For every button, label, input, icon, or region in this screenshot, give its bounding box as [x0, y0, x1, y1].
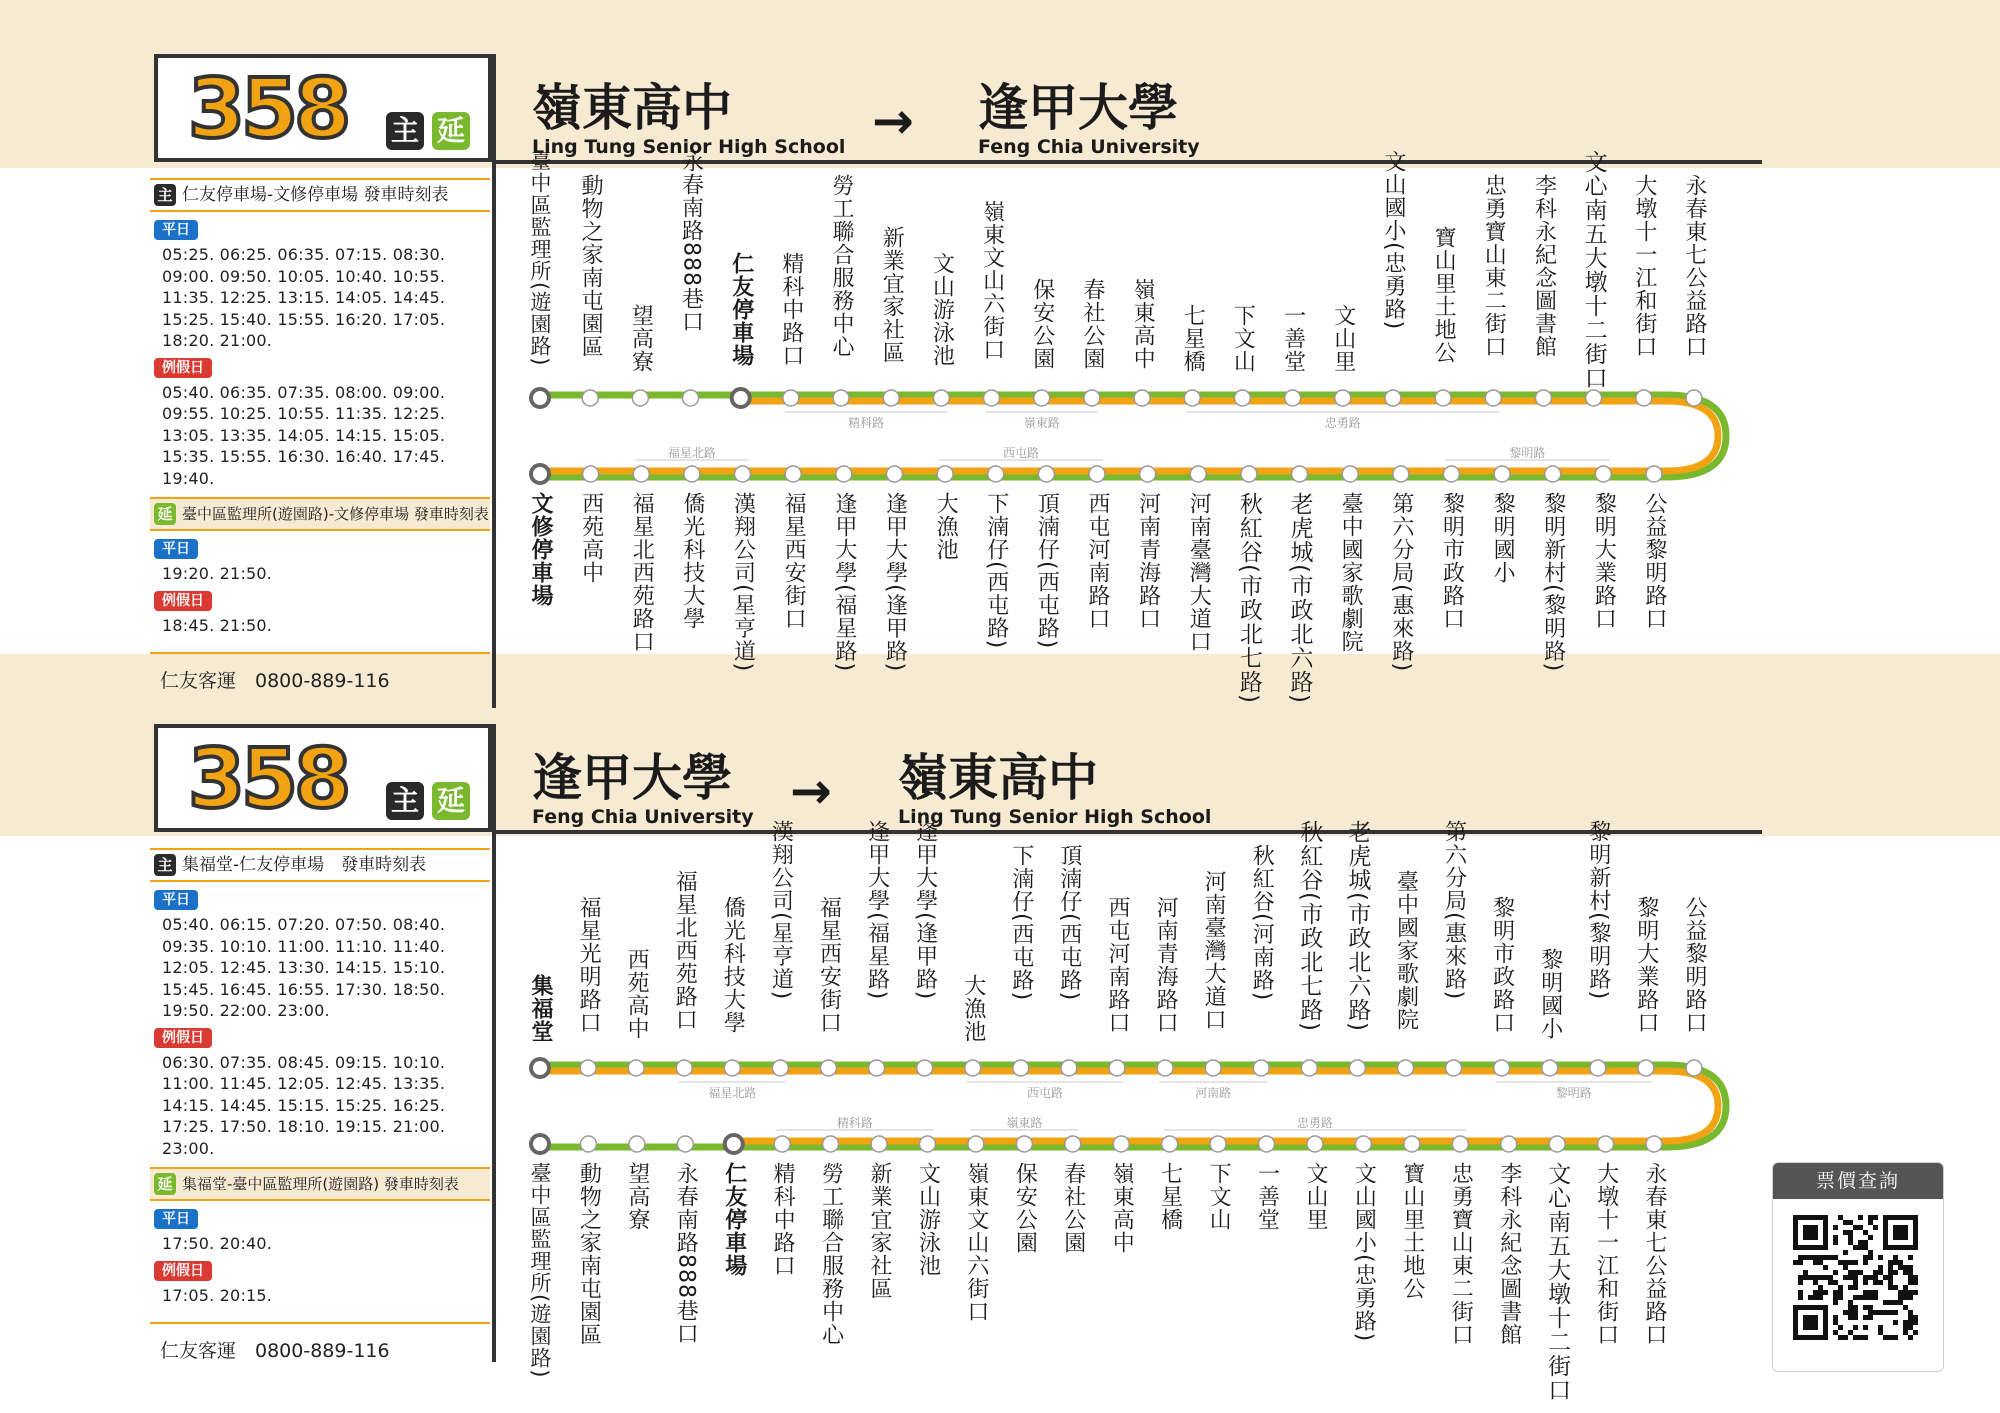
timetable: [150, 848, 490, 1368]
terminal-stop-marker: [531, 1135, 549, 1153]
stop-marker: [1443, 466, 1459, 482]
stop-name: 頂湳仔(西屯路): [1056, 844, 1082, 1002]
stop-name: 臺中區監理所(遊園路): [528, 1162, 552, 1379]
stop-name: 臺中國家歌劇院: [1338, 492, 1364, 653]
road-label: 福星北路: [708, 1086, 757, 1100]
stop-marker: [1542, 1060, 1558, 1076]
road-label: 西屯路: [1003, 446, 1040, 460]
stop-name: 漢翔公司(星亨道): [730, 492, 756, 673]
stop-name: 大漁池: [933, 492, 959, 561]
stop-marker: [919, 1136, 935, 1152]
stop-marker: [632, 390, 648, 406]
stop-name: 西屯河南路口: [1085, 492, 1110, 630]
weekday-times-line: 12:05. 12:45. 13:30. 14:15. 15:10.: [162, 958, 446, 977]
main-route-tag: 主: [386, 112, 424, 150]
timetable-header-ext: [150, 497, 490, 531]
terminal-stop-marker: [732, 389, 750, 407]
stop-name: 永春南路888巷口: [673, 1162, 699, 1345]
extension-route-line: [540, 1065, 1726, 1147]
stop-name: 逢甲大學(福星路): [831, 492, 857, 673]
stop-name: 逢甲大學(逢甲路): [912, 820, 938, 1001]
stop-name: 下湳仔(西屯路): [983, 492, 1009, 650]
stop-marker: [1385, 390, 1401, 406]
company-divider: [150, 652, 490, 654]
destination-name-zh: 嶺東高中: [898, 749, 1098, 807]
stop-marker: [1157, 1060, 1173, 1076]
route-panel-0: [0, 0, 2000, 704]
stop-marker: [1034, 390, 1050, 406]
panel-divider-vertical: [492, 724, 496, 1362]
qr-code-icon[interactable]: [1773, 1199, 1943, 1371]
stop-name: 福星西安街口: [816, 896, 842, 1034]
stop-marker: [823, 1136, 839, 1152]
stop-marker: [580, 1060, 596, 1076]
main-route-line: [540, 1071, 1718, 1141]
stop-name: 仁友停車場: [728, 252, 754, 367]
main-route-mark: 主: [154, 854, 176, 876]
stop-name: 永春南路888巷口: [678, 150, 704, 333]
stop-name: 寶山里土地公: [1399, 1162, 1425, 1300]
stop-marker: [1301, 1060, 1317, 1076]
stop-marker: [1435, 390, 1451, 406]
stop-marker: [1013, 1060, 1029, 1076]
stop-marker: [833, 390, 849, 406]
stop-name: 文山國小(忠勇路): [1351, 1162, 1377, 1343]
stop-name: 文山游泳池: [929, 252, 955, 367]
stop-marker: [1598, 1136, 1614, 1152]
stop-name: 春社公園: [1079, 278, 1105, 370]
main-route-tag: 主: [386, 782, 424, 820]
extension-route-mark: 延: [154, 503, 176, 525]
holiday-label: 例假日: [154, 1261, 212, 1281]
origin-title: [532, 80, 845, 158]
stop-name: 福星北西苑路口: [629, 492, 655, 653]
stop-name: 春社公園: [1060, 1162, 1086, 1254]
road-label: 嶺東路: [1023, 416, 1060, 430]
stop-name: 大漁池: [960, 974, 986, 1043]
stop-name: 黎明市政路口: [1439, 492, 1465, 630]
stop-marker: [1109, 1060, 1125, 1076]
origin-title: [532, 750, 754, 828]
stop-marker: [1061, 1060, 1077, 1076]
stop-name: 下文山: [1230, 304, 1256, 373]
weekday-times-line: 05:25. 06:25. 06:35. 07:15. 08:30.: [162, 245, 446, 264]
stop-marker: [1646, 466, 1662, 482]
road-label: 西屯路: [1026, 1086, 1063, 1100]
stop-marker: [1485, 390, 1501, 406]
weekday-times-line: 11:35. 12:25. 13:15. 14:05. 14:45.: [162, 288, 446, 307]
stop-marker: [1545, 466, 1561, 482]
weekday-times-line: 09:00. 09:50. 10:05. 10:40. 10:55.: [162, 266, 446, 286]
stop-name: 下文山: [1206, 1162, 1232, 1231]
stop-marker: [783, 390, 799, 406]
stop-marker: [1307, 1136, 1323, 1152]
holiday-times-line: 23:00.: [162, 1138, 215, 1158]
stop-marker: [1355, 1136, 1371, 1152]
stop-name: 望高寮: [628, 304, 654, 373]
stop-name: 黎明大業路口: [1633, 896, 1659, 1034]
holiday-times-line: 17:05. 20:15.: [162, 1285, 273, 1305]
stop-marker: [968, 1136, 984, 1152]
route-number-box: [154, 724, 492, 832]
panel-divider-vertical: [492, 54, 496, 708]
stop-name: 公益黎明路口: [1682, 896, 1707, 1034]
weekday-times-line: 17:50. 20:40.: [162, 1234, 273, 1253]
stop-name: 嶺東高中: [1130, 278, 1156, 370]
weekday-times-line: 18:20. 21:00.: [162, 331, 273, 350]
road-label: 忠勇路: [1324, 416, 1361, 430]
terminal-stop-marker: [531, 1059, 549, 1077]
stop-name: 文山里: [1330, 304, 1356, 373]
holiday-label: 例假日: [154, 591, 212, 611]
stop-marker: [683, 390, 699, 406]
stop-marker: [1190, 466, 1206, 482]
stop-marker: [1259, 1136, 1275, 1152]
stop-name: 河南青海路口: [1153, 896, 1179, 1034]
holiday-label: 例假日: [154, 358, 212, 378]
stop-marker: [582, 390, 598, 406]
stop-marker: [1494, 466, 1510, 482]
stop-marker: [1016, 1136, 1032, 1152]
stop-marker: [1065, 1136, 1081, 1152]
stop-name: 勞工聯合服務中心: [818, 1162, 844, 1346]
origin-name-en: Feng Chia University: [532, 806, 754, 828]
stop-name: 忠勇寶山東二街口: [1448, 1162, 1474, 1346]
stop-name: 秋紅谷(市政北七路): [1235, 492, 1262, 704]
stop-marker: [1184, 390, 1200, 406]
stop-name: 新業宜家社區: [867, 1162, 893, 1300]
stop-name: 集福堂: [528, 974, 553, 1043]
stop-name: 七星橋: [1157, 1162, 1183, 1231]
stop-marker: [1398, 1060, 1414, 1076]
weekday-times-line: 19:50. 22:00. 23:00.: [162, 1001, 330, 1020]
stop-marker: [1535, 390, 1551, 406]
direction-arrow: →: [872, 92, 914, 150]
holiday-times-line: 11:00. 11:45. 12:05. 12:45. 13:35.: [162, 1074, 446, 1093]
stop-name: 大墩十一江和街口: [1593, 1162, 1619, 1346]
terminal-stop-marker: [725, 1135, 743, 1153]
stop-name: 老虎城(市政北六路): [1286, 492, 1313, 704]
stop-name: 嶺東文山六街口: [963, 1162, 989, 1323]
stop-name: 勞工聯合服務中心: [829, 174, 855, 358]
stop-marker: [1501, 1136, 1517, 1152]
weekday-times-line: 09:35. 10:10. 11:00. 11:10. 11:40.: [162, 936, 446, 956]
weekday-times-line: 15:25. 15:40. 15:55. 16:20. 17:05.: [162, 309, 446, 329]
stop-marker: [1292, 466, 1308, 482]
operator-contact: 仁友客運 0800-889-116: [160, 1340, 390, 1362]
stop-marker: [984, 390, 1000, 406]
stop-marker: [1038, 466, 1054, 482]
stop-name: 仁友停車場: [721, 1162, 747, 1277]
stop-marker: [1404, 1136, 1420, 1152]
stop-name: 西苑高中: [624, 948, 650, 1040]
holiday-times-line: 14:15. 14:45. 15:15. 15:25. 16:25.: [162, 1095, 446, 1115]
stop-name: 逢甲大學(逢甲路): [882, 492, 908, 673]
holiday-times-line: 18:45. 21:50.: [162, 615, 273, 635]
stop-name: 忠勇寶山東二街口: [1481, 174, 1507, 358]
stop-marker: [871, 1136, 887, 1152]
stop-name: 保安公園: [1029, 278, 1055, 370]
stop-name: 黎明市政路口: [1489, 896, 1515, 1034]
stop-name: 逢甲大學(福星路): [864, 820, 890, 1001]
panel-divider-horizontal: [492, 830, 1762, 834]
stop-name: 秋紅谷(河南路): [1249, 844, 1275, 1002]
extension-route-tag: 延: [432, 782, 470, 820]
stop-name: 動物之家南屯園區: [578, 174, 604, 358]
stop-name: 老虎城(市政北六路): [1344, 820, 1371, 1032]
stop-name: 福星北西苑路口: [672, 870, 698, 1031]
stop-name: 文山游泳池: [915, 1162, 941, 1277]
weekday-times-line: 05:40. 06:15. 07:20. 07:50. 08:40.: [162, 915, 446, 934]
timetable-header-main: [150, 178, 490, 212]
stop-marker: [785, 466, 801, 482]
stop-name: 嶺東文山六街口: [979, 200, 1005, 361]
stop-marker: [1134, 390, 1150, 406]
stop-marker: [1686, 1060, 1702, 1076]
stop-name: 一善堂: [1254, 1162, 1280, 1231]
stop-marker: [886, 466, 902, 482]
holiday-label: 例假日: [154, 1028, 212, 1048]
stop-marker: [1452, 1136, 1468, 1152]
main-route-mark: 主: [154, 184, 176, 206]
stop-name: 七星橋: [1180, 304, 1206, 373]
stop-name: 李科永紀念圖書館: [1531, 174, 1557, 358]
stop-name: 精科中路口: [778, 252, 804, 367]
road-label: 福星北路: [667, 446, 716, 460]
stop-marker: [735, 466, 751, 482]
weekday-times-line: 19:20. 21:50.: [162, 564, 273, 583]
road-label: 忠勇路: [1296, 1116, 1333, 1130]
stop-marker: [724, 1060, 740, 1076]
stop-marker: [1089, 466, 1105, 482]
stop-name: 永春東七公益路口: [1682, 174, 1707, 358]
stop-marker: [933, 390, 949, 406]
stop-name: 第六分局(惠來路): [1388, 492, 1414, 673]
stop-name: 河南臺灣大道口: [1201, 870, 1227, 1031]
stop-name: 文山里: [1302, 1162, 1328, 1231]
weekday-label: 平日: [154, 890, 198, 910]
stop-marker: [583, 466, 599, 482]
stop-name: 僑光科技大學: [720, 896, 746, 1034]
stop-marker: [1686, 390, 1702, 406]
timetable-title: 臺中區監理所(遊園路)-文修停車場 發車時刻表: [182, 505, 489, 523]
stop-marker: [1638, 1060, 1654, 1076]
stop-name: 河南青海路口: [1135, 492, 1161, 630]
holiday-times-line: 13:05. 13:35. 14:05. 14:15. 15:05.: [162, 425, 446, 445]
stop-name: 嶺東高中: [1109, 1162, 1135, 1254]
timetable-header-main: [150, 848, 490, 882]
stop-name: 大墩十一江和街口: [1631, 174, 1657, 358]
stop-marker: [633, 466, 649, 482]
stop-name: 一善堂: [1280, 304, 1306, 373]
stop-name: 黎明大業路口: [1591, 492, 1617, 630]
stop-marker: [883, 390, 899, 406]
stop-marker: [917, 1060, 933, 1076]
destination-title: [978, 80, 1200, 158]
weekday-label: 平日: [154, 220, 198, 240]
road-label: 河南路: [1195, 1086, 1232, 1100]
weekday-times-line: 15:45. 16:45. 16:55. 17:30. 18:50.: [162, 979, 446, 999]
stop-marker: [1084, 390, 1100, 406]
stop-marker: [965, 1060, 981, 1076]
holiday-times-line: 19:40.: [162, 468, 215, 488]
company-divider: [150, 1322, 490, 1324]
route-panel-1: [0, 670, 2000, 1402]
holiday-times-line: 05:40. 06:35. 07:35. 08:00. 09:00.: [162, 382, 446, 402]
stop-marker: [1335, 390, 1351, 406]
extension-route-tag: 延: [432, 112, 470, 150]
stop-name: 望高寮: [624, 1162, 650, 1231]
direction-arrow: →: [790, 762, 832, 820]
stop-marker: [774, 1136, 790, 1152]
stop-name: 寶山里土地公: [1431, 226, 1457, 364]
stop-marker: [1595, 466, 1611, 482]
stop-marker: [1113, 1136, 1129, 1152]
stop-name: 文修停車場: [528, 492, 553, 607]
stop-marker: [1586, 390, 1602, 406]
stop-marker: [1646, 1136, 1662, 1152]
holiday-times-line: 09:55. 10:25. 10:55. 11:35. 12:25.: [162, 404, 446, 423]
stop-marker: [1234, 390, 1250, 406]
stop-name: 文心南五大墩十二街口: [1580, 150, 1607, 390]
stop-marker: [677, 1136, 693, 1152]
fare-qr-card[interactable]: [1772, 1162, 1944, 1372]
stop-marker: [629, 1136, 645, 1152]
holiday-times-line: 17:25. 17:50. 18:10. 19:15. 21:00.: [162, 1117, 446, 1136]
stop-marker: [628, 1060, 644, 1076]
stop-marker: [937, 466, 953, 482]
stop-name: 動物之家南屯園區: [576, 1162, 602, 1346]
road-label: 黎明路: [1509, 446, 1546, 460]
stop-marker: [1636, 390, 1652, 406]
stop-marker: [1205, 1060, 1221, 1076]
stop-name: 李科永紀念圖書館: [1496, 1162, 1522, 1346]
timetable-title: 集福堂-臺中區監理所(遊園路) 發車時刻表: [182, 1175, 459, 1193]
destination-name-en: Feng Chia University: [978, 136, 1200, 158]
extension-route-mark: 延: [154, 1173, 176, 1195]
timetable-title: 仁友停車場-文修停車場 發車時刻表: [182, 185, 449, 205]
destination-title: [898, 750, 1211, 828]
extension-route-line: [540, 395, 1726, 477]
stop-marker: [988, 466, 1004, 482]
road-label: 黎明路: [1555, 1086, 1592, 1100]
timetable: [150, 178, 490, 698]
stop-marker: [1590, 1060, 1606, 1076]
stop-marker: [821, 1060, 837, 1076]
stop-name: 文心南五大墩十二街口: [1544, 1162, 1571, 1402]
stop-name: 精科中路口: [770, 1162, 796, 1277]
stop-name: 臺中區監理所(遊園路): [528, 150, 552, 367]
timetable-title: 集福堂-仁友停車場 發車時刻表: [182, 855, 427, 875]
stop-name: 文山國小(忠勇路): [1380, 150, 1406, 331]
weekday-label: 平日: [154, 1209, 198, 1229]
destination-name-zh: 逢甲大學: [978, 79, 1178, 137]
stop-name: 永春東七公益路口: [1642, 1162, 1667, 1346]
terminal-stop-marker: [531, 389, 549, 407]
timetable-header-ext: [150, 1167, 490, 1201]
stop-marker: [836, 466, 852, 482]
stop-marker: [1446, 1060, 1462, 1076]
road-label: 嶺東路: [1006, 1116, 1043, 1130]
stop-name: 漢翔公司(星亨道): [768, 820, 794, 1001]
stop-marker: [1210, 1136, 1226, 1152]
stop-name: 黎明新村(黎明路): [1540, 492, 1566, 673]
stop-marker: [684, 466, 700, 482]
route-number-box: [154, 54, 492, 162]
stop-marker: [772, 1060, 788, 1076]
road-label: 精科路: [848, 416, 885, 430]
destination-name-en: Ling Tung Senior High School: [898, 806, 1212, 828]
stop-name: 公益黎明路口: [1642, 492, 1667, 630]
road-label: 精科路: [836, 1116, 873, 1130]
holiday-times-line: 15:35. 15:55. 16:30. 16:40. 17:45.: [162, 447, 446, 466]
stop-marker: [1140, 466, 1156, 482]
stop-name: 保安公園: [1012, 1162, 1038, 1254]
fare-query-label: 票價查詢: [1773, 1163, 1943, 1199]
origin-name-zh: 逢甲大學: [532, 749, 732, 807]
route-number: 358: [188, 62, 348, 157]
stop-marker: [1253, 1060, 1269, 1076]
stop-name: 黎明新村(黎明路): [1585, 820, 1611, 1001]
stop-marker: [869, 1060, 885, 1076]
stop-name: 黎明國小: [1490, 492, 1516, 584]
stop-marker: [1549, 1136, 1565, 1152]
stop-marker: [1285, 390, 1301, 406]
route-number: 358: [188, 732, 348, 827]
stop-name: 新業宜家社區: [879, 226, 905, 364]
weekday-label: 平日: [154, 539, 198, 559]
stop-name: 臺中國家歌劇院: [1393, 870, 1419, 1031]
stop-marker: [1494, 1060, 1510, 1076]
stop-name: 僑光科技大學: [679, 492, 705, 630]
stop-marker: [676, 1060, 692, 1076]
stop-marker: [580, 1136, 596, 1152]
stop-name: 西苑高中: [578, 492, 604, 584]
holiday-times-line: 06:30. 07:35. 08:45. 09:15. 10:10.: [162, 1052, 446, 1072]
stop-marker: [1241, 466, 1257, 482]
stop-marker: [1342, 466, 1358, 482]
stop-marker: [1349, 1060, 1365, 1076]
stop-name: 頂湳仔(西屯路): [1034, 492, 1060, 650]
stop-name: 西屯河南路口: [1105, 896, 1130, 1034]
stop-name: 河南臺灣大道口: [1186, 492, 1212, 653]
stop-name: 福星光明路口: [576, 896, 602, 1034]
origin-name-en: Ling Tung Senior High School: [532, 136, 846, 158]
origin-name-zh: 嶺東高中: [532, 79, 732, 137]
stop-name: 福星西安街口: [781, 492, 807, 630]
stop-marker: [1162, 1136, 1178, 1152]
stop-marker: [1393, 466, 1409, 482]
stop-name: 秋紅谷(市政北七路): [1296, 820, 1323, 1032]
terminal-stop-marker: [531, 465, 549, 483]
operator-contact: 仁友客運 0800-889-116: [160, 670, 390, 692]
stop-name: 下湳仔(西屯路): [1008, 844, 1034, 1002]
stop-name: 黎明國小: [1537, 948, 1563, 1040]
stop-name: 第六分局(惠來路): [1441, 820, 1467, 1001]
